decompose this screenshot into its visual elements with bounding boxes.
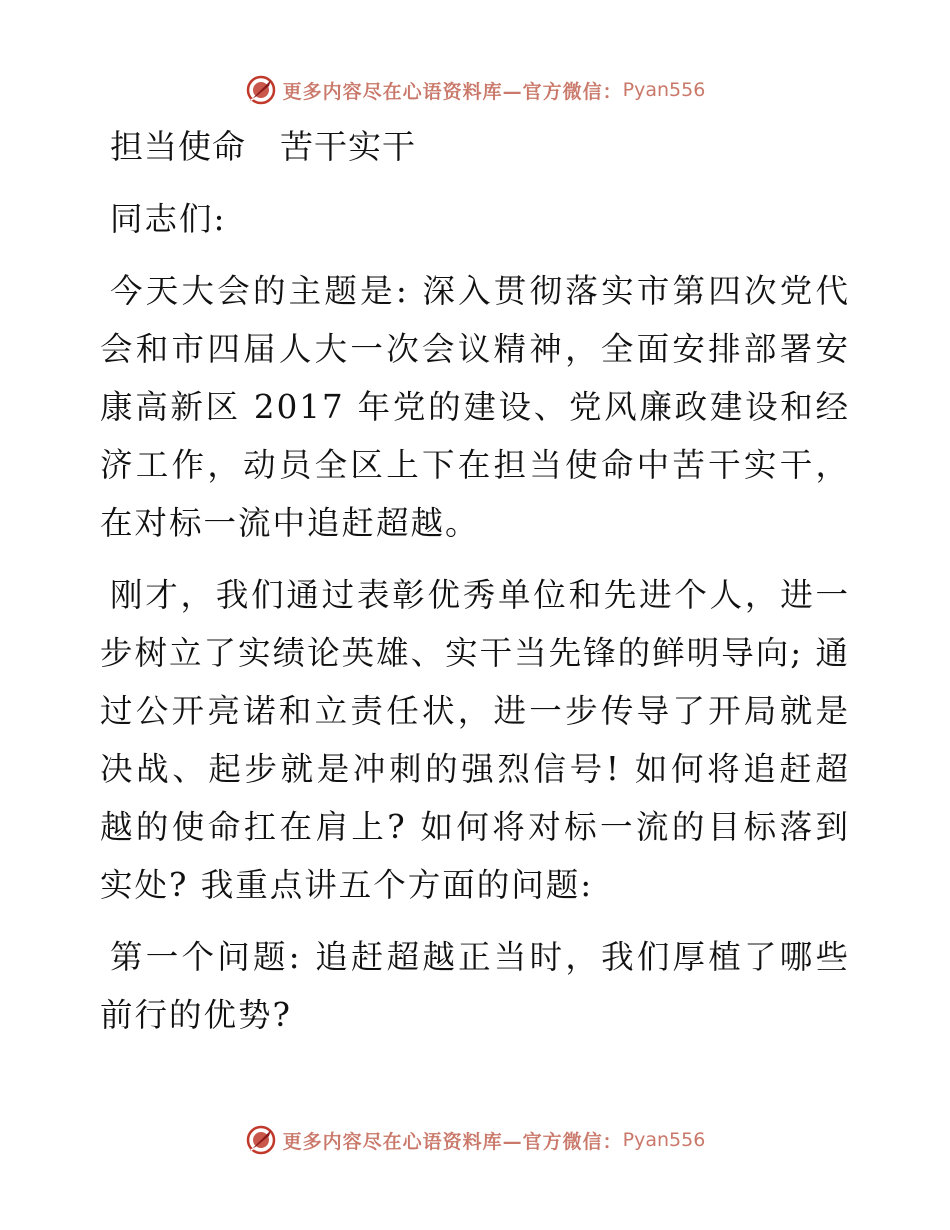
watermark-text: 更多内容尽在心语资料库—官方微信： xyxy=(282,1130,623,1153)
body-paragraph-question-one: 第一个问题: 追赶超越正当时，我们厚植了哪些前行的优势? xyxy=(100,938,850,1034)
header-watermark xyxy=(0,70,950,110)
quill-seal-icon xyxy=(245,74,277,106)
quill-seal-icon xyxy=(245,1124,277,1156)
document-body xyxy=(100,118,850,1058)
watermark-wechat-id: Pyan556 xyxy=(622,1129,706,1151)
salutation-paragraph: 同志们: xyxy=(110,200,227,238)
watermark-wechat-id: Pyan556 xyxy=(622,79,706,101)
body-paragraph-review: 刚才，我们通过表彰优秀单位和先进个人，进一步树立了实绩论英雄、实干当先锋的鲜明导向; 通过公开亮诺和立责任状，进一步传导了开局就是决战、起步就是冲刺的强烈信号! 如何将追赶超越的使命扛在肩上? 如何将对标一流的目标落到实处? 我重点讲五个方面的问题: xyxy=(100,576,850,904)
watermark-text: 更多内容尽在心语资料库—官方微信： xyxy=(282,80,623,103)
document-title: 担当使命 苦干实干 xyxy=(110,127,416,166)
footer-watermark xyxy=(0,1120,950,1160)
body-paragraph-theme: 今天大会的主题是: 深入贯彻落实市第四次党代会和市四届人大一次会议精神，全面安排部署安康高新区 2017 年党的建设、党风廉政建设和经济工作，动员全区上下在担当使命中苦干实干，在对标一流中追赶超越。 xyxy=(100,272,850,542)
